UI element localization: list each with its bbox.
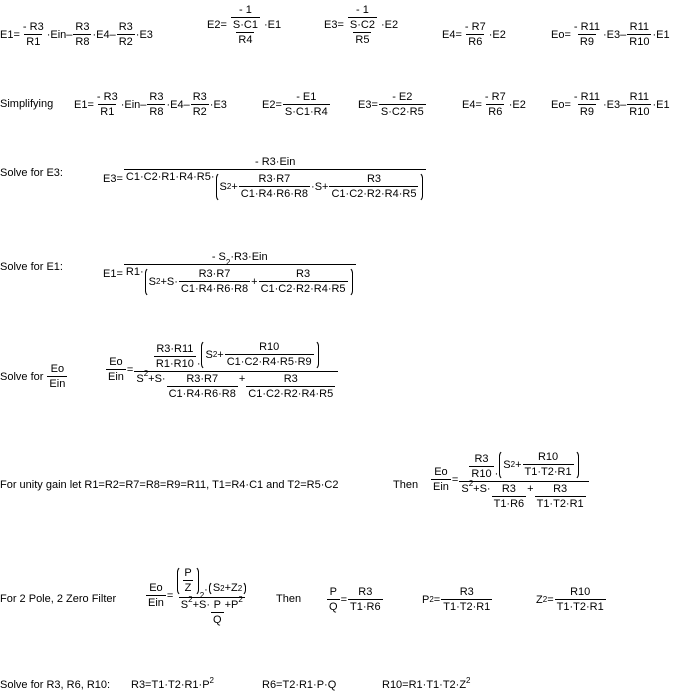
simp-e1: E1 = $\frac{- R3}{R1}$ · Ein – $\frac{R3}{R8}$ · E4 – $\frac{R3}{R2}$ · E3 (74, 91, 227, 118)
pq-eq: $\frac{P}{Q}$ = $\frac{R3}{T1\cdot R6}$ (329, 586, 381, 613)
solve-e3-label: Solve for E3: (0, 167, 63, 179)
solve-e1-label: Solve for E1: (0, 261, 63, 273)
solve-eo-label: Solve for $\frac{Eo}{\text{Ein}}$ (0, 363, 66, 390)
eq-e2: E2 = $\frac{\frac{- 1}{S\cdot C1}}{R4}$ · E1 (207, 4, 282, 46)
z2-eq: Z 2 = $\frac{R10}{T1\cdot T2\cdot R1}$ (536, 586, 604, 613)
eq-eo: Eo = $\frac{- R11}{R9}$ · E3 – $\frac{R11}{R10}$ · E1 (551, 21, 670, 48)
simp-e4: E4 = $\frac{- R7}{R6}$ · E2 (462, 91, 526, 118)
unity-gain-label: For unity gain let R1=R2=R7=R8=R9=R11, T1=R4·C1 and T2=R5·C2 (0, 479, 339, 491)
r6-eq: R6=T2·R1·P·Q (262, 679, 337, 691)
solve-e3-eq: E3 = - R3·Ein C1·C2·R1·R4·R5 · S 2 + $\frac{R3\cdot R7}{C1\cdot R4\cdot R6\cdot R8}$ · S + $\frac{R3}{C1\cdot C2\cdot R2\cdot R4\cdot R5}$ (103, 157, 427, 202)
p2-eq: P 2 = $\frac{R3}{T1\cdot T2\cdot R1}$ (422, 586, 491, 613)
then-label-2: Then (276, 593, 302, 605)
simplifying-label: Simplifying (0, 98, 54, 110)
eq-e3: E3 = $\frac{\frac{- 1}{S\cdot C2}}{R5}$ · E2 (324, 4, 399, 46)
solve-e1-eq: E1 = - S 2 ·R3·Ein R1 · S 2 + S · $\frac{R3\cdot R7}{C1\cdot R4\cdot R6\cdot R8}$ + $\frac{R3}{C1\cdot C2\cdot R2\cdot R4\cdot R5}$ (103, 252, 357, 297)
simp-e3: E3 = $\frac{- E2}{S\cdot C2\cdot R5}$ (358, 91, 424, 118)
r10-eq: $R10=R1\cdot T1\cdot T2\cdot Z^2$ (382, 676, 471, 691)
then-label-1: Then (393, 479, 419, 491)
eq-e4: E4 = $\frac{- R7}{R6}$ · E2 (442, 21, 506, 48)
eq-e1: E1 = $\frac{- R3}{R1}$ · Ein – $\frac{R3}{R8}$ · E4 – $\frac{R3}{R2}$ · E3 (0, 21, 153, 48)
solve-eo-eq: $\frac{Eo}{\text{Ein}}$ = $\frac{R3\cdot R11}{R1\cdot R10}$ · S 2 + $\frac{R10}{C1\cdot C2\cdot R4\cdot R5\cdot R9}$ S 2 + S · $\frac{R3\cdot R7}{C1\cdot R4\cdot R6\cdot R8}$ + $\frac{R3}{C1\cdot C2\cdot R2\cdot R4\cdot R5}$ (105, 340, 339, 400)
unity-gain-eq: $\frac{Eo}{\text{Ein}}$ = $\frac{R3}{R10}$ · S 2 + $\frac{R10}{T1\cdot T2\cdot R1}$ S 2 + S · $\frac{R3}{T1\cdot R6}$ + $\frac{R3}{T1\cdot T2\cdot R1}$ (430, 450, 590, 510)
two-pole-eq: $\frac{Eo}{\text{Ein}}$ = $\frac{P}{Z}$ 2 · S 2 + Z 2 S 2 + S · $\frac{P}{Q}$ + P 2 (145, 566, 250, 626)
simp-e2: E2 = $\frac{- E1}{S\cdot C1\cdot R4}$ (262, 91, 328, 118)
two-pole-label: For 2 Pole, 2 Zero Filter (0, 593, 117, 605)
solve-r-label: Solve for R3, R6, R10: (0, 679, 111, 691)
r3-eq: $R3=T1\cdot T2\cdot R1\cdot P^2$ (131, 676, 214, 691)
simp-eo: Eo = $\frac{- R11}{R9}$ · E3 – $\frac{R11}{R10}$ · E1 (551, 91, 670, 118)
